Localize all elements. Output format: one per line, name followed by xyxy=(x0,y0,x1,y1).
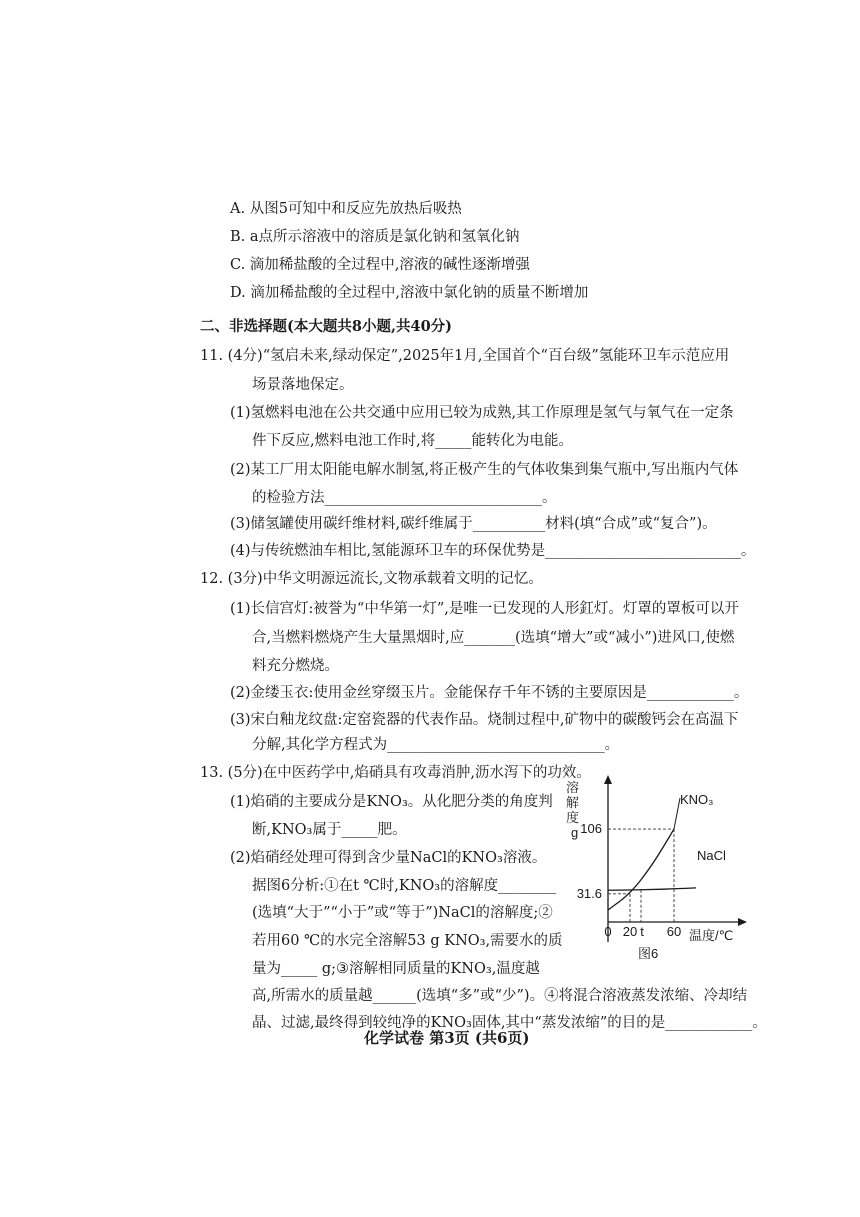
q11-line: 件下反应,燃料电池工作时,将_____能转化为电能。 xyxy=(252,433,573,449)
q12-line: 12. (3分)中华文明源远流长,文物承载着文明的记忆。 xyxy=(200,571,543,587)
option-a: A. 从图5可知中和反应先放热后吸热 xyxy=(230,201,462,217)
q13-line: (选填“大于”“小于”或“等于”)NaCl的溶解度;② xyxy=(252,905,553,921)
q13-line: (2)焰硝经处理可得到含少量NaCl的KNO₃溶液。 xyxy=(230,850,547,866)
ylabel-4: g xyxy=(571,825,579,840)
q12-line: (2)金缕玉衣:使用金丝穿缀玉片。金能保存千年不锈的主要原因是____________。 xyxy=(230,685,749,701)
y-axis-arrow xyxy=(604,775,612,784)
option-c: C. 滴加稀盐酸的全过程中,溶液的碱性逐渐增强 xyxy=(230,257,530,273)
x-axis-arrow xyxy=(738,918,747,926)
series-label-kno3: KNO₃ xyxy=(680,792,714,807)
solubility-figure xyxy=(560,772,760,972)
guide-lines xyxy=(608,829,674,922)
q12-line: 料充分燃烧。 xyxy=(252,658,339,674)
q11-line: 的检验方法______________________________。 xyxy=(252,490,557,506)
y-tick-label: 106 xyxy=(580,821,602,837)
ylabel-2: 解 xyxy=(566,795,580,810)
q13-line: 13. (5分)在中医药学中,焰硝具有攻毒消肿,沥水泻下的功效。 xyxy=(200,765,591,781)
q12-line: 合,当燃料燃烧产生大量黑烟时,应_______(选填“增大”或“减小”)进风口,使燃 xyxy=(252,630,735,646)
x-tick-label: 60 xyxy=(666,924,682,939)
ylabel-1: 溶 xyxy=(566,780,580,795)
section-title: 二、非选择题(本大题共8小题,共40分) xyxy=(200,318,453,335)
xlabel: 温度/℃ xyxy=(689,928,734,943)
q13-line: 若用60 ℃的水完全溶解53 g KNO₃,需要水的质 xyxy=(252,933,563,949)
q11-line: (3)储氢罐使用碳纤维材料,碳纤维属于__________材料(填“合成”或“复合”)。 xyxy=(230,516,717,532)
q13-line: 高,所需水的质量越______(选填“多”或“少”)。④将混合溶液蒸发浓缩、冷却结 xyxy=(252,988,748,1004)
q13-line: 据图6分析:①在t ℃时,KNO₃的溶解度________ xyxy=(252,878,557,894)
q13-line: 晶、过滤,最终得到较纯净的KNO₃固体,其中“蒸发浓缩”的目的是____________。 xyxy=(252,1015,767,1031)
page-footer: 化学试卷 第3页 (共6页) xyxy=(364,1029,530,1047)
q11-line: 11. (4分)“氢启未来,绿动保定”,2025年1月,全国首个“百台级”氢能环卫车示范应用 xyxy=(200,348,730,364)
solubility-curves xyxy=(608,798,696,910)
option-b: B. a点所示溶液中的溶质是氯化钠和氢氧化钠 xyxy=(230,229,520,245)
q12-line: (1)长信宫灯:被誉为“中华第一灯”,是唯一已发现的人形釭灯。灯罩的罩板可以开 xyxy=(230,601,739,617)
nacl-curve xyxy=(608,888,696,890)
ylabel-3: 度 xyxy=(566,810,580,825)
q13-line: (1)焰硝的主要成分是KNO₃。从化肥分类的角度判 xyxy=(230,794,553,810)
figure-caption: 图6 xyxy=(638,946,659,961)
q12-line: 分解,其化学方程式为______________________________。 xyxy=(252,737,620,753)
q11-line: 场景落地保定。 xyxy=(252,377,354,393)
q11-line: (2)某工厂用太阳能电解水制氢,将正极产生的气体收集到集气瓶中,写出瓶内气体 xyxy=(230,462,739,478)
x-tick-label: 0 xyxy=(604,924,612,939)
q12-line: (3)宋白釉龙纹盘:定窑瓷器的代表作品。烧制过程中,矿物中的碳酸钙会在高温下 xyxy=(230,712,739,728)
kno3-curve xyxy=(608,829,674,910)
x-tick-label: 20 xyxy=(622,924,638,939)
x-tick-label: t xyxy=(640,924,644,939)
q13-line: 断,KNO₃属于_____肥。 xyxy=(252,822,407,838)
q13-line: 量为_____ g;③溶解相同质量的KNO₃,温度越 xyxy=(252,961,540,977)
option-d: D. 滴加稀盐酸的全过程中,溶液中氯化钠的质量不断增加 xyxy=(230,285,589,301)
q11-line: (4)与传统燃油车相比,氢能源环卫车的环保优势是___________________________。 xyxy=(230,543,756,559)
series-label-nacl: NaCl xyxy=(697,848,726,863)
y-tick-label: 31.6 xyxy=(576,885,602,901)
q11-line: (1)氢燃料电池在公共交通中应用已较为成熟,其工作原理是氢气与氧气在一定条 xyxy=(230,405,734,421)
